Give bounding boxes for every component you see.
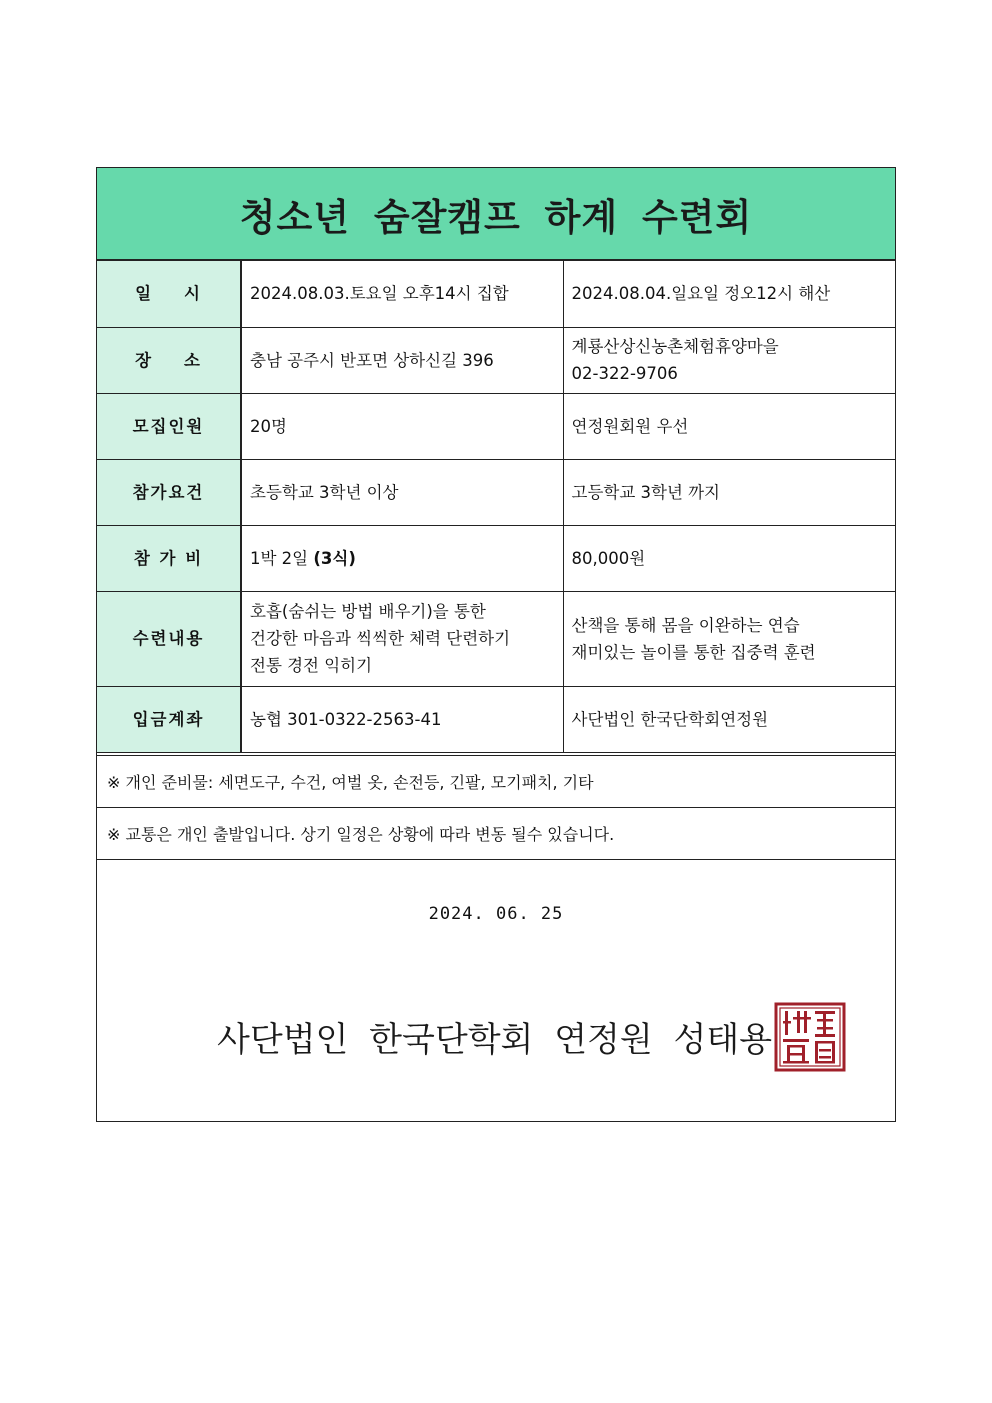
program-right-line-1: 산책을 통해 몸을 이완하는 연습 — [571, 615, 800, 635]
seal-stamp-icon — [773, 1001, 847, 1073]
label-location: 장 소 — [97, 327, 241, 393]
table-row-account — [97, 686, 895, 752]
note-supplies: ※ 개인 준비물: 세면도구, 수건, 여벌 옷, 손전등, 긴팔, 모기패치, 기타 — [97, 755, 895, 807]
table-row-fee — [97, 525, 895, 591]
label-account: 입금계좌 — [97, 686, 241, 752]
program-line-2: 건강한 마음과 씩씩한 체력 단련하기 — [250, 629, 511, 648]
label-eligibility: 참가요건 — [97, 459, 241, 525]
venue-name: 계룡산상신농촌체험휴양마을 — [571, 337, 779, 356]
eligibility-max: 고등학교 3학년 까지 — [563, 459, 895, 525]
fee-meals: (3식) — [313, 548, 356, 568]
table-row-program — [97, 591, 895, 686]
note-transport: ※ 교통은 개인 출발입니다. 상기 일정은 상황에 따라 변동 될수 있습니다. — [97, 807, 895, 859]
table-row-eligibility — [97, 459, 895, 525]
account-number: 농협 301-0322-2563-41 — [241, 686, 563, 752]
issue-date: 2024. 06. 25 — [428, 904, 564, 924]
program-line-3: 전통 경전 익히기 — [250, 656, 373, 675]
recruitment-priority: 연정원회원 우선 — [563, 393, 895, 459]
label-fee: 참 가 비 — [97, 525, 241, 591]
fee-duration — [241, 525, 563, 591]
signature-area — [97, 859, 895, 1122]
table-row-location — [97, 327, 895, 393]
fee-amount: 80,000원 — [563, 525, 895, 591]
program-right — [563, 591, 895, 686]
program-left — [241, 591, 563, 686]
label-program: 수련내용 — [97, 591, 241, 686]
document-form — [96, 167, 896, 1122]
document-title: 청소년 숨잘캠프 하계 수련회 — [97, 168, 895, 261]
program-right-line-2: 재미있는 놀이를 통한 집중력 훈련 — [571, 642, 816, 662]
datetime-end: 2024.08.04.일요일 정오12시 해산 — [563, 261, 895, 327]
label-datetime: 일 시 — [97, 261, 241, 327]
info-table — [97, 261, 895, 753]
location-address: 충남 공주시 반포면 상하신길 396 — [241, 327, 563, 393]
table-row-recruitment — [97, 393, 895, 459]
fee-duration-text: 1박 2일 — [250, 548, 314, 568]
label-recruitment: 모집인원 — [97, 393, 241, 459]
datetime-start: 2024.08.03.토요일 오후14시 집합 — [241, 261, 563, 327]
recruitment-count: 20명 — [241, 393, 563, 459]
eligibility-min: 초등학교 3학년 이상 — [241, 459, 563, 525]
table-row-datetime — [97, 261, 895, 327]
location-venue — [563, 327, 895, 393]
account-holder: 사단법인 한국단학회연정원 — [563, 686, 895, 752]
program-line-1: 호흡(숨쉬는 방법 배우기)을 통한 — [250, 602, 486, 621]
signature-name: 사단법인 한국단학회 연정원 성태용 — [217, 1020, 773, 1060]
venue-phone: 02-322-9706 — [571, 364, 678, 383]
